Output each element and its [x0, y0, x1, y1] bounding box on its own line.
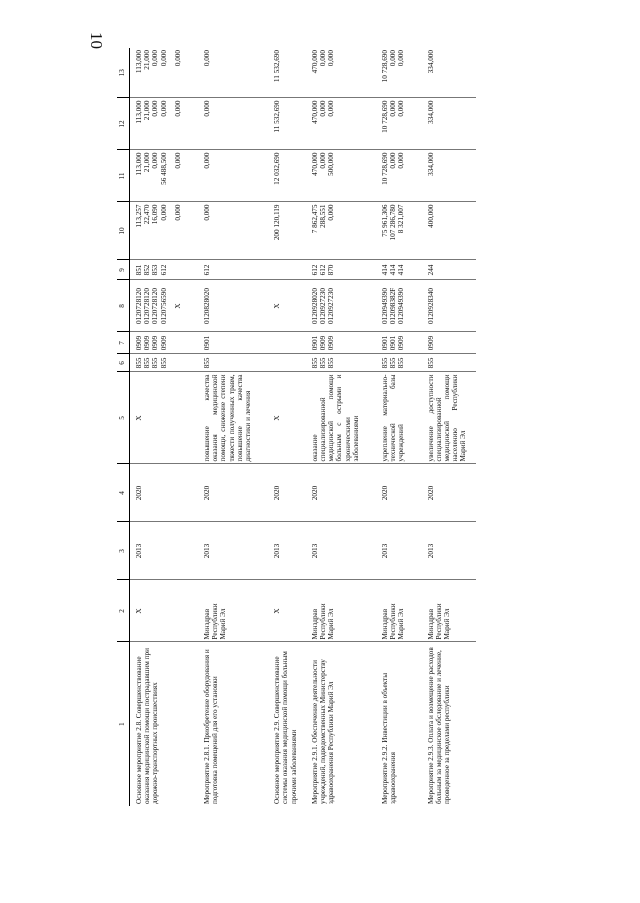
amount-value: 470,000	[310, 100, 319, 124]
code-section-cell	[376, 332, 422, 354]
code-value: 855	[381, 357, 390, 369]
code-value: 0120949390	[381, 288, 390, 324]
code-value: 0120949390	[397, 288, 406, 324]
code-value: 612	[310, 264, 319, 276]
amount-value: 0,000	[203, 204, 212, 221]
end-year-cell: 2020	[306, 464, 376, 522]
amount-value: 0,000	[203, 100, 212, 117]
start-year-cell: 2013	[268, 522, 306, 580]
table-row	[130, 48, 199, 806]
code-grbs-cell	[376, 354, 422, 372]
code-value: 855	[319, 357, 328, 369]
executor-cell: X	[268, 580, 306, 642]
activity-name-cell: Мероприятие 2.9.2. Инвестиции в объекты здравоохранения	[381, 672, 398, 804]
end-year-cell: 2020	[198, 464, 268, 522]
executor-cell: X	[130, 580, 199, 642]
code-value: 0120728120	[135, 288, 143, 324]
code-value: 0909	[327, 335, 336, 351]
column-header: 4	[117, 464, 130, 522]
code-value: 414	[397, 264, 406, 276]
start-year-cell: 2013	[422, 522, 476, 580]
amount-value: 0,000	[159, 50, 168, 67]
amount-value: 0,000	[151, 100, 160, 117]
code-value: 0901	[389, 335, 398, 351]
amount-value: 0,000	[397, 152, 406, 169]
expected-result-cell: X	[268, 372, 306, 464]
amount-value: 0,000	[319, 50, 328, 67]
code-value: 244	[426, 264, 435, 276]
code-target-cell: X	[268, 280, 306, 332]
amount-value: 0,000	[173, 152, 182, 169]
activity-name-cell: Основное мероприятие 2.8. Совершенствование оказания медицинской помощи пострадавшим при дорожно-транспортных происшествиях	[135, 648, 160, 804]
amount-cell	[198, 98, 268, 150]
code-value: 0909	[159, 335, 168, 351]
amount-value: 16,090	[151, 204, 160, 225]
amount-value: 0,000	[203, 50, 212, 67]
executor-cell: Минздрав Республики Марий Эл	[306, 580, 376, 642]
column-header: 5	[117, 372, 130, 464]
amount-value: 400,000	[426, 204, 435, 228]
end-year-cell: 2020	[422, 464, 476, 522]
amount-value: 0,000	[203, 152, 212, 169]
end-year-cell: 2020	[268, 464, 306, 522]
amount-value: 21,000	[143, 100, 152, 121]
code-value: 870	[327, 264, 336, 276]
code-value: 855	[151, 357, 160, 369]
table-row	[306, 48, 376, 806]
amount-cell	[422, 202, 476, 260]
code-grbs-cell	[422, 354, 476, 372]
amount-cell	[198, 48, 268, 98]
code-target-cell	[130, 280, 199, 332]
amount-value: 11 532,690	[273, 50, 282, 83]
code-value: 0120756590	[159, 288, 168, 324]
code-value: 012098382F	[389, 287, 398, 325]
column-number-row	[117, 48, 130, 806]
code-expense-cell	[198, 260, 268, 280]
amount-value: 107 286,780	[389, 204, 398, 241]
activity-name-cell: Мероприятие 2.9.1. Обеспечение деятельности учреждений, подведомственных Министерству здравоохранения Республики Марий Эл	[310, 659, 336, 804]
code-value: 612	[203, 264, 212, 276]
amount-value: 7 862,475	[310, 204, 319, 234]
code-target-cell	[198, 280, 268, 332]
expected-result-cell: увеличение доступности специализированной медицинской помощи населению Республики Марий Эл	[422, 372, 476, 464]
amount-value: 10 728,690	[381, 152, 390, 185]
executor-cell: Минздрав Республики Марий Эл	[376, 580, 422, 642]
code-value: 0120728120	[151, 288, 160, 324]
code-target-cell	[306, 280, 376, 332]
code-value: 855	[310, 357, 319, 369]
amount-value: 200 120,119	[273, 204, 282, 241]
code-mark: X	[173, 303, 182, 309]
start-year-cell: 2013	[198, 522, 268, 580]
code-value: 0120928020	[310, 288, 319, 324]
amount-cell	[268, 98, 306, 150]
start-year-cell: 2013	[376, 522, 422, 580]
amount-value: 22,470	[143, 204, 152, 225]
code-value: 0901	[381, 335, 390, 351]
column-header: 3	[117, 522, 130, 580]
executor-cell: Минздрав Республики Марий Эл	[198, 580, 268, 642]
amount-value: 113,000	[135, 50, 143, 74]
column-header: 9	[117, 260, 130, 280]
amount-value: 113,257	[135, 204, 143, 228]
amount-cell	[130, 202, 199, 260]
amount-value: 470,000	[310, 50, 319, 74]
amount-value: 0,000	[327, 100, 336, 117]
code-expense-cell	[306, 260, 376, 280]
code-value: 0120728120	[143, 288, 152, 324]
amount-value: 0,000	[327, 50, 336, 67]
column-header: 10	[117, 202, 130, 260]
start-year-cell: 2013	[306, 522, 376, 580]
column-header: 8	[117, 280, 130, 332]
code-target-cell	[422, 280, 476, 332]
amount-cell	[422, 48, 476, 98]
amount-cell	[306, 48, 376, 98]
amount-value: 0,000	[389, 50, 398, 67]
code-value: 0120828020	[203, 288, 212, 324]
code-target-cell	[376, 280, 422, 332]
amount-value: 0,000	[397, 100, 406, 117]
page-number: 10	[87, 32, 106, 49]
amount-value: 113,000	[135, 100, 143, 124]
code-value: 855	[143, 357, 152, 369]
code-grbs-cell	[198, 354, 268, 372]
code-grbs-cell	[130, 354, 199, 372]
code-value: 0120928340	[426, 288, 435, 324]
amount-value: 10 728,690	[381, 100, 390, 133]
end-year-cell: 2020	[130, 464, 199, 522]
amount-value: 75 961,306	[381, 204, 390, 237]
amount-value: 0,000	[173, 204, 182, 221]
amount-cell	[268, 150, 306, 202]
code-expense-cell	[130, 260, 199, 280]
expected-result-cell: оказание специализированной медицинской помощи больным с острыми и хроническими заболеваниями	[306, 372, 376, 464]
expected-result-cell: укрепление материально-технической базы учреждений	[376, 372, 422, 464]
code-expense-cell	[268, 260, 306, 280]
table-row	[198, 48, 268, 806]
expected-result-cell: X	[130, 372, 199, 464]
amount-value: 0,000	[327, 204, 336, 221]
budget-table-sheet	[117, 48, 627, 806]
code-value: 0901	[203, 335, 212, 351]
code-section-cell	[268, 332, 306, 354]
code-value: 0909	[151, 335, 160, 351]
amount-cell	[198, 202, 268, 260]
code-value: 855	[203, 357, 212, 369]
code-value: 0909	[319, 335, 328, 351]
code-value: 612	[319, 264, 328, 276]
code-value: 0909	[397, 335, 406, 351]
code-value: 414	[389, 264, 398, 276]
amount-value: 11 532,690	[273, 100, 282, 133]
amount-value: 334,000	[426, 50, 435, 74]
amount-value: 8 321,007	[397, 204, 406, 234]
amount-value: 0,000	[389, 152, 398, 169]
amount-value: 470,000	[310, 152, 319, 176]
code-value: 855	[389, 357, 398, 369]
amount-cell	[130, 98, 199, 150]
code-grbs-cell	[306, 354, 376, 372]
amount-value: 113,000	[135, 152, 143, 176]
expected-result-cell: повышение качества оказания медицинской помощи, снижение степени тяжести полученных травм, повышение качества диагностики и лечения	[198, 372, 268, 464]
code-section-cell	[130, 332, 199, 354]
amount-value: 0,000	[173, 50, 182, 67]
column-header: 6	[117, 354, 130, 372]
table-row	[268, 48, 306, 806]
code-section-cell	[198, 332, 268, 354]
code-value: 612	[159, 264, 168, 276]
amount-value: 0,000	[151, 50, 160, 67]
amount-cell	[376, 150, 422, 202]
amount-value: 56 488,500	[159, 152, 168, 185]
code-section-cell	[422, 332, 476, 354]
code-expense-cell	[422, 260, 476, 280]
code-value: 0901	[310, 335, 319, 351]
amount-cell	[306, 202, 376, 260]
code-value: 0909	[135, 335, 143, 351]
code-value: 0120927230	[319, 288, 328, 324]
amount-cell	[130, 48, 199, 98]
amount-value: 500,000	[327, 152, 336, 176]
code-value: 0909	[143, 335, 152, 351]
code-value: 853	[151, 264, 160, 276]
amount-cell	[268, 48, 306, 98]
amount-value: 0,000	[159, 100, 168, 117]
code-section-cell	[306, 332, 376, 354]
column-header: 2	[117, 580, 130, 642]
amount-cell	[306, 98, 376, 150]
code-expense-cell	[376, 260, 422, 280]
budget-table	[117, 48, 476, 806]
amount-cell	[376, 98, 422, 150]
column-header: 1	[117, 642, 130, 806]
activity-name-cell: Мероприятие 2.8.1. Приобретение оборудования и подготовка помещений для его установки	[203, 649, 220, 804]
amount-value: 0,000	[151, 152, 160, 169]
table-row	[376, 48, 422, 806]
amount-value: 0,000	[159, 204, 168, 221]
amount-value: 0,000	[319, 100, 328, 117]
amount-value: 21,000	[143, 50, 152, 70]
amount-cell	[306, 150, 376, 202]
code-value: 851	[135, 264, 143, 276]
amount-value: 288,551	[319, 204, 328, 228]
code-value: 0909	[426, 335, 435, 351]
column-header: 13	[117, 48, 130, 98]
amount-value: 0,000	[389, 100, 398, 117]
code-value: 855	[426, 357, 435, 369]
code-value: 855	[135, 357, 143, 369]
column-header: 12	[117, 98, 130, 150]
code-value: 855	[397, 357, 406, 369]
code-value: 0120927230	[327, 288, 336, 324]
amount-cell	[376, 202, 422, 260]
table-row	[422, 48, 476, 806]
amount-cell	[376, 48, 422, 98]
amount-value: 21,000	[143, 152, 152, 173]
amount-cell	[130, 150, 199, 202]
amount-cell	[422, 98, 476, 150]
code-value: 855	[159, 357, 168, 369]
code-value: 414	[381, 264, 390, 276]
code-value: 852	[143, 264, 152, 276]
end-year-cell: 2020	[376, 464, 422, 522]
amount-value: 334,000	[426, 152, 435, 176]
amount-value: 0,000	[397, 50, 406, 67]
start-year-cell: 2013	[130, 522, 199, 580]
activity-name-cell: Мероприятие 2.9.3. Оплата и возмещение расходов больным за медицинское обследование и лечение, проведенное за пределами республики	[426, 647, 452, 804]
amount-value: 10 728,690	[381, 50, 390, 83]
code-value: 855	[327, 357, 336, 369]
activity-name-cell: Основное мероприятие 2.9. Совершенствование системы оказания медицинской помощи больным прочими заболеваниями	[273, 651, 298, 804]
amount-cell	[198, 150, 268, 202]
amount-value: 0,000	[173, 100, 182, 117]
column-header: 11	[117, 150, 130, 202]
executor-cell: Минздрав Республики Марий Эл	[422, 580, 476, 642]
amount-value: 0,000	[319, 152, 328, 169]
amount-cell	[422, 150, 476, 202]
code-grbs-cell	[268, 354, 306, 372]
amount-value: 334,000	[426, 100, 435, 124]
column-header: 7	[117, 332, 130, 354]
amount-value: 12 032,690	[273, 152, 282, 185]
amount-cell	[268, 202, 306, 260]
